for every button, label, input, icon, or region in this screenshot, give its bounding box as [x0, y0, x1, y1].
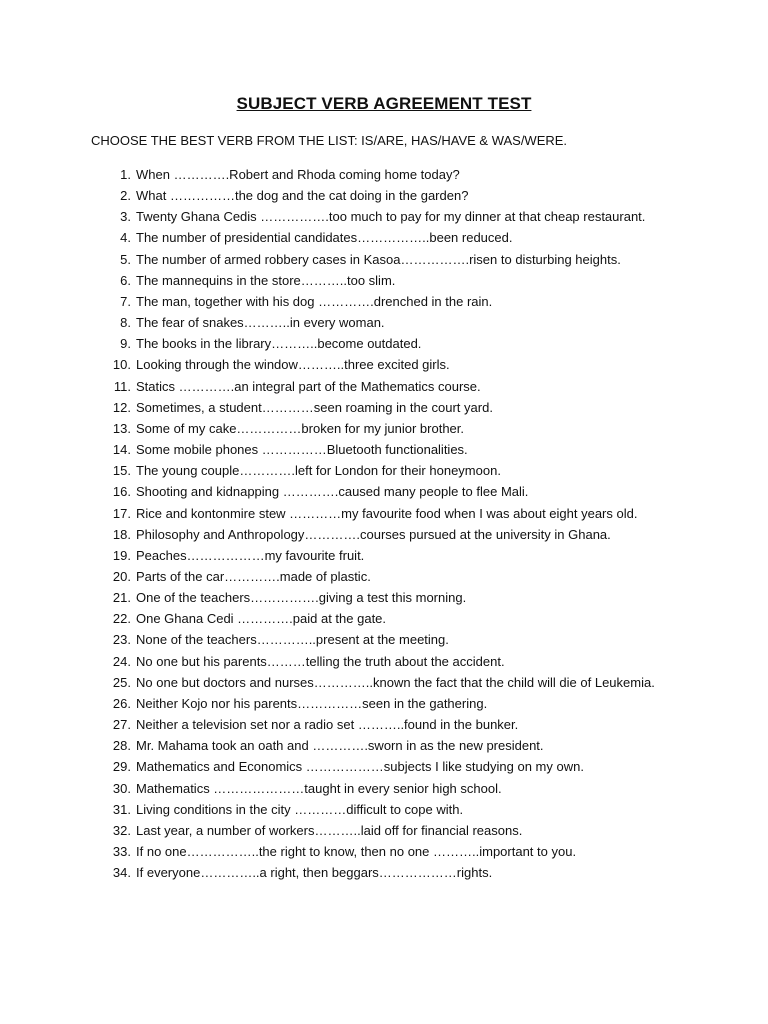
question-text: Twenty Ghana Cedis …………….too much to pay for my dinner at that cheap restaurant.	[136, 209, 646, 225]
question-number: 12.	[112, 399, 131, 415]
question-number: 32.	[112, 822, 131, 838]
question-text: One of the teachers…………….giving a test this morning.	[136, 590, 467, 606]
question-number: 9.	[120, 336, 131, 352]
question-number: 5.	[120, 251, 131, 267]
question-item	[105, 587, 681, 608]
question-number: 28.	[112, 738, 131, 754]
question-number: 14.	[112, 442, 131, 458]
question-text: The fear of snakes………..in every woman.	[136, 315, 385, 331]
question-item	[105, 291, 681, 312]
question-number: 10.	[112, 357, 131, 373]
question-item	[105, 862, 681, 883]
question-item	[105, 270, 681, 291]
question-item	[105, 524, 681, 545]
question-number: 3.	[120, 209, 131, 225]
question-text: The books in the library………..become outdated.	[136, 336, 422, 352]
question-text: Statics ………….an integral part of the Mathematics course.	[136, 378, 481, 394]
question-item	[105, 185, 681, 206]
question-number: 19.	[112, 547, 131, 563]
question-number: 7.	[120, 293, 131, 309]
question-number: 29.	[112, 759, 131, 775]
question-number: 30.	[112, 780, 131, 796]
question-text: If no one……………..the right to know, then no one ………..important to you.	[136, 844, 577, 859]
question-item	[105, 756, 681, 777]
question-text: Shooting and kidnapping ………….caused many people to flee Mali.	[136, 484, 529, 500]
question-text: Looking through the window………..three excited girls.	[136, 357, 450, 373]
question-text: One Ghana Cedi ………….paid at the gate.	[136, 611, 387, 627]
question-number: 31.	[112, 801, 131, 817]
question-list	[105, 164, 681, 883]
question-number: 23.	[112, 632, 131, 648]
question-item	[105, 397, 681, 418]
question-number: 11.	[113, 378, 131, 394]
question-text: Living conditions in the city …………difficult to cope with.	[136, 801, 464, 817]
question-text: Neither a television set nor a radio set ………..found in the bunker.	[136, 717, 519, 733]
question-text: None of the teachers…………..present at the meeting.	[136, 632, 449, 648]
question-number: 17.	[112, 505, 131, 521]
question-number: 6.	[120, 272, 131, 288]
question-text: Last year, a number of workers………..laid off for financial reasons.	[136, 822, 523, 838]
question-item	[105, 629, 681, 650]
question-item	[105, 460, 681, 481]
question-number: 27.	[112, 717, 131, 733]
question-number: 24.	[112, 653, 131, 669]
question-text: Some of my cake……………broken for my junior brother.	[136, 420, 465, 436]
question-text: The number of armed robbery cases in Kasoa…………….risen to disturbing heights.	[136, 251, 621, 267]
question-item	[105, 545, 681, 566]
question-number: 25.	[112, 674, 131, 690]
question-text: If everyone…………..a right, then beggars………………rights.	[136, 865, 493, 881]
question-number: 26.	[112, 695, 131, 711]
question-text: The number of presidential candidates……………..been reduced.	[136, 230, 513, 246]
question-number: 22.	[112, 611, 131, 627]
question-item	[105, 735, 681, 756]
question-item	[105, 672, 681, 693]
question-text: Parts of the car………….made of plastic.	[136, 568, 371, 584]
question-number: 2.	[120, 188, 131, 204]
question-item	[105, 206, 681, 227]
question-number: 1.	[120, 167, 131, 182]
question-number: 13.	[112, 420, 131, 436]
question-text: Neither Kojo nor his parents……………seen in the gathering.	[136, 695, 488, 711]
question-text: Sometimes, a student…………seen roaming in the court yard.	[136, 399, 493, 415]
question-text: When ………….Robert and Rhoda coming home today?	[136, 167, 460, 182]
question-text: Rice and kontonmire stew …………my favourite food when I was about eight years old.	[136, 505, 638, 521]
question-number: 20.	[112, 568, 131, 584]
question-number: 33.	[112, 844, 131, 859]
question-number: 4.	[120, 230, 131, 246]
question-item	[105, 799, 681, 820]
question-text: Philosophy and Anthropology………….courses pursued at the university in Ghana.	[136, 526, 611, 542]
question-item	[105, 566, 681, 587]
question-item	[105, 693, 681, 714]
question-number: 16.	[112, 484, 131, 500]
question-text: Mathematics and Economics ………………subjects I like studying on my own.	[136, 759, 584, 775]
question-text: Mathematics …………………taught in every senior high school.	[136, 780, 502, 796]
question-item	[105, 418, 681, 439]
question-item	[105, 608, 681, 629]
question-text: No one but his parents………telling the truth about the accident.	[136, 653, 505, 669]
question-text: The mannequins in the store………..too slim.	[136, 272, 396, 288]
question-text: The young couple………….left for London for their honeymoon.	[136, 463, 501, 479]
question-text: Peaches………………my favourite fruit.	[136, 547, 365, 563]
question-item	[105, 249, 681, 270]
question-number: 8.	[120, 315, 131, 331]
question-item	[105, 820, 681, 841]
question-item	[105, 651, 681, 672]
question-item	[105, 164, 681, 185]
question-item	[105, 439, 681, 460]
instruction-text: CHOOSE THE BEST VERB FROM THE LIST: IS/ARE, HAS/HAVE & WAS/WERE.	[91, 133, 568, 148]
question-item	[105, 376, 681, 397]
question-text: No one but doctors and nurses…………..known the fact that the child will die of Leukemia.	[136, 674, 655, 690]
question-item	[105, 227, 681, 248]
question-number: 34.	[112, 865, 131, 881]
question-text: Mr. Mahama took an oath and ………….sworn in as the new president.	[136, 738, 544, 754]
question-text: What ……………the dog and the cat doing in the garden?	[136, 188, 469, 204]
question-number: 18.	[112, 526, 131, 542]
question-item	[105, 841, 681, 862]
question-item	[105, 333, 681, 354]
question-item	[105, 481, 681, 502]
question-item	[105, 778, 681, 799]
question-item	[105, 714, 681, 735]
question-text: Some mobile phones ……………Bluetooth functionalities.	[136, 442, 468, 458]
question-number: 15.	[112, 463, 131, 479]
question-number: 21.	[112, 590, 131, 606]
page-title: SUBJECT VERB AGREEMENT TEST	[236, 94, 532, 113]
question-item	[105, 354, 681, 375]
question-text: The man, together with his dog ………….drenched in the rain.	[136, 293, 493, 309]
question-item	[105, 312, 681, 333]
question-item	[105, 503, 681, 524]
